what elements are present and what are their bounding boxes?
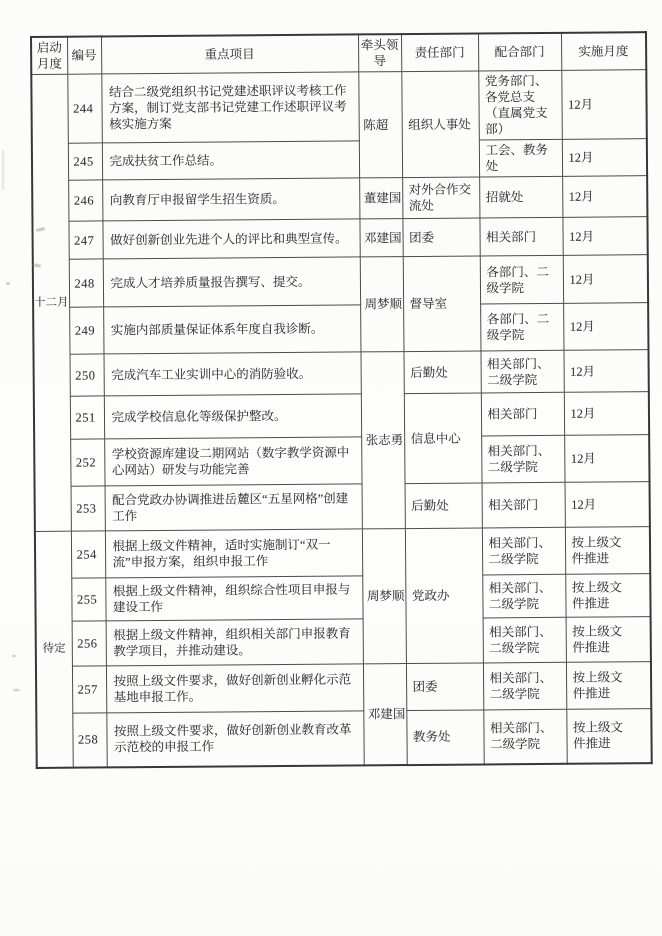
month-cell: 12月 [562,176,647,218]
col-header-leader: 牵头领导 [358,34,401,72]
dept-cell: 信息中心 [404,393,482,484]
support-cell: 相关部门、二级学院 [481,435,564,483]
header-row [31,32,646,74]
support-cell: 相关部门、二级学院 [483,709,566,764]
start-month-cell-tbd: 待定 [35,531,73,767]
support-cell: 相关部门、二级学院 [483,662,566,710]
project-cell: 学校资源库建设二期网站（数字教学资源中心网站）研发与功能完善 [104,437,361,486]
dept-cell: 后勤处 [403,351,480,394]
support-cell: 各部门、二级学院 [480,255,563,304]
row-number: 252 [70,439,104,486]
project-cell: 完成扶贫工作总结。 [102,141,359,180]
table-row-253 [35,482,650,532]
dept-cell: 对外合作交流处 [402,177,479,219]
row-number: 244 [67,74,102,143]
row-number: 255 [71,578,105,621]
project-cell: 按照上级文件要求，做好创新创业孵化示范基地申报工作。 [106,664,363,713]
row-number: 257 [72,666,106,713]
table-row-255 [35,574,650,622]
dept-cell: 教务处 [406,710,483,765]
col-header-support: 配合部门 [478,33,561,71]
month-cell: 按上级文件推进 [566,617,651,663]
project-cell: 实施内部质量保证体系年度自我诊断。 [103,305,360,354]
project-cell: 完成人才培养质量报告撰写、提交。 [103,257,360,307]
row-number: 248 [69,259,103,307]
leader-cell: 邓建国 [359,219,402,257]
month-cell: 按上级文件推进 [565,574,650,618]
leader-cell: 周梦顺 [360,257,404,352]
support-cell: 各部门、二级学院 [480,303,563,351]
project-cell: 完成学校信息化等级保护整改。 [104,394,361,439]
project-cell: 按照上级文件要求，做好创新创业教育改革示范校的申报工作 [106,711,363,767]
row-number: 251 [70,396,104,439]
support-cell: 相关部门 [482,482,565,528]
row-number: 253 [71,486,105,531]
month-cell: 12月 [561,70,647,140]
scan-speck [12,655,16,657]
row-number: 246 [68,180,102,221]
dept-cell: 组织人事处 [401,71,479,178]
table-row-254 [35,527,650,579]
leader-cell: 张志勇 [360,352,404,529]
leader-cell: 陈超 [358,72,402,178]
dept-cell: 党政办 [405,528,483,664]
col-header-start-month: 启动月度 [31,37,67,75]
col-header-project: 重点项目 [101,34,358,74]
col-header-no: 编号 [67,36,101,74]
month-cell: 12月 [565,482,650,528]
table-row-250 [34,350,649,397]
table-row-248 [33,255,648,308]
scan-speck [13,689,20,691]
leader-cell: 周梦顺 [362,529,406,664]
project-cell: 完成汽车工业实训中心的消防验收。 [103,352,360,396]
dept-cell: 团委 [402,218,479,257]
scan-speck [6,282,10,285]
leader-cell: 邓建国 [363,664,407,765]
table-row-258 [36,709,651,768]
row-number: 254 [71,531,105,578]
dept-cell: 后勤处 [405,483,482,529]
table-row-247 [32,217,647,260]
table-row-257 [36,662,651,714]
leader-cell: 董建国 [359,178,402,219]
support-cell: 招就处 [479,176,562,218]
project-cell: 做好创新创业先进个人的评比和典型宣传。 [102,219,359,259]
table-row-249 [33,303,648,355]
table-row-251 [34,392,649,440]
month-cell: 按上级文件推进 [565,527,650,575]
col-header-month: 实施月度 [561,32,646,70]
row-number: 245 [68,143,102,180]
row-number: 249 [69,307,103,354]
month-cell: 12月 [563,303,648,351]
row-number: 250 [70,354,104,396]
support-cell: 党务部门、各党总支（直属党支部） [478,70,562,140]
support-cell: 工会、教务处 [479,139,562,177]
project-cell: 配合党政办协调推进岳麓区“五星网格”创建工作 [105,484,362,531]
table-row-246 [32,176,647,222]
support-cell: 相关部门 [479,217,562,256]
table-row-256 [36,617,651,667]
project-cell: 根据上级文件精神，组织相关部门申报教育教学项目，并推动建设。 [106,619,363,666]
support-cell: 相关部门、二级学院 [480,350,563,393]
table-row-244 [31,70,647,144]
month-cell: 12月 [563,350,648,393]
month-cell: 按上级文件推进 [566,709,651,764]
row-number: 258 [72,713,106,767]
start-month-cell-december: 十二月 [31,74,71,531]
month-cell: 12月 [563,255,648,304]
support-cell: 相关部门 [481,392,564,436]
row-number: 247 [68,221,102,259]
col-header-dept: 责任部门 [401,33,478,71]
dept-cell: 团委 [406,663,483,711]
month-cell: 12月 [564,392,649,436]
table-row-245 [32,139,647,181]
work-plan-table-wrapper [30,31,653,768]
month-cell: 12月 [562,139,647,177]
table-row-252 [34,435,649,487]
month-cell: 12月 [562,217,647,256]
scan-speck [2,150,4,190]
support-cell: 相关部门、二级学院 [482,527,565,575]
work-plan-table [30,31,653,768]
project-cell: 根据上级文件精神，组织综合性项目申报与建设工作 [105,576,362,621]
project-cell: 结合二级党组织书记党建述职评议考核工作方案，制订党支部书记党建工作述职评议考核实施方案 [101,72,359,143]
project-cell: 向教育厅申报留学生招生资质。 [102,178,359,221]
dept-cell: 督导室 [403,256,481,352]
support-cell: 相关部门、二级学院 [482,574,565,618]
month-cell: 按上级文件推进 [566,662,651,710]
row-number: 256 [72,621,106,666]
month-cell: 12月 [564,435,649,483]
project-cell: 根据上级文件精神，适时实施制订“双一流”申报方案，组织申报工作 [105,529,362,578]
support-cell: 相关部门、二级学院 [483,617,566,663]
